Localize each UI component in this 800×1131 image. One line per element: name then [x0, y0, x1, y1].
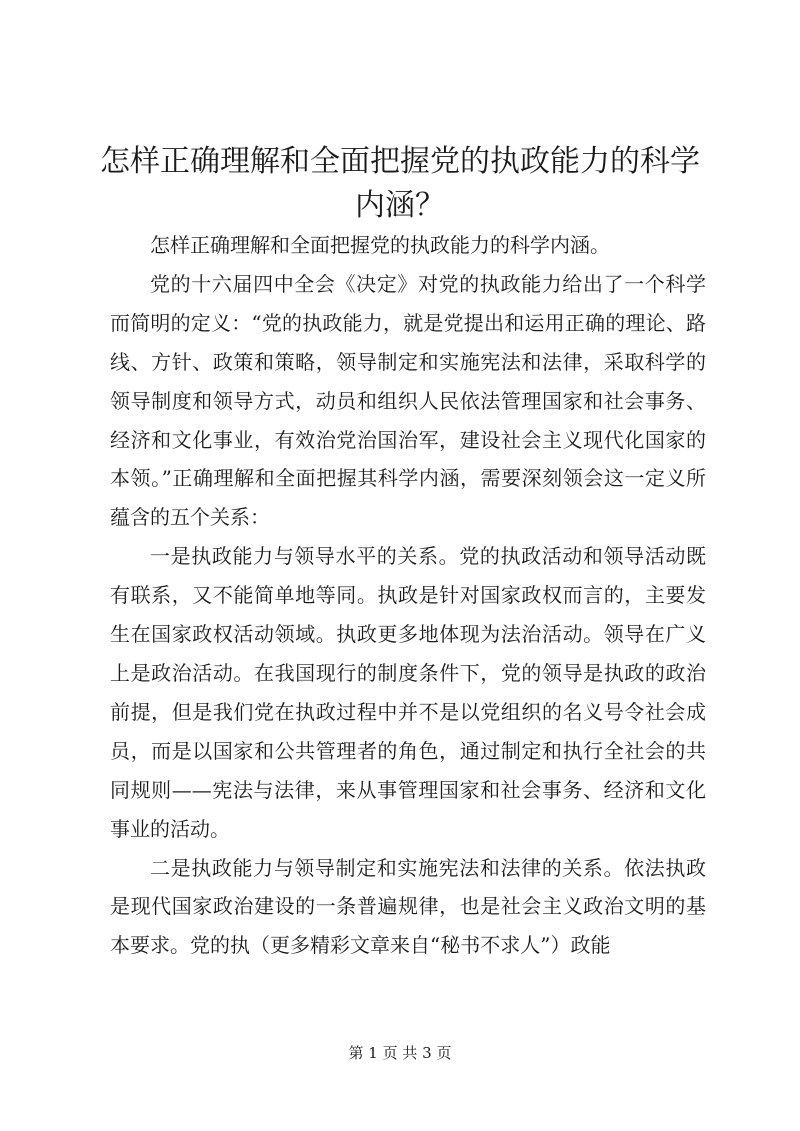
paragraph-intro: 怎样正确理解和全面把握党的执政能力的科学内涵。	[150, 233, 610, 257]
document-title: 怎样正确理解和全面把握党的执政能力的科学内涵？	[100, 144, 700, 223]
page-footer: 第 1 页 共 3 页	[348, 1044, 452, 1062]
paragraph-relation-one: 一是执政能力与领导水平的关系。党的执政活动和领导活动既有联系，又不能简单地等同。执政是针对国家政权而言的，主要发生在国家政权活动领域。执政更多地体现为法治活动。领导在广义上是政治活动。在我国现行的制度条件下，党的领导是执政的政治前提，但是我们党在执政过程中并不是以党组织的名义号令社会成员，而是以国家和公共管理者的角色，通过制定和执行全社会的共同规则——宪法与法律，来从事管理国家和社会事务、经济和文化事业的活动。	[110, 544, 706, 841]
document-body	[110, 226, 706, 965]
paragraph-relation-two: 二是执政能力与领导制定和实施宪法和法律的关系。依法执政是现代国家政治建设的一条普遍规律，也是社会主义政治文明的基本要求。党的执（更多精彩文章来自“秘书不求人”）政能	[110, 855, 706, 958]
paragraph-definition: 党的十六届四中全会《决定》对党的执政能力给出了一个科学而简明的定义：“党的执政能力，就是党提出和运用正确的理论、路线、方针、政策和策略，领导制定和实施宪法和法律，采取科学的领导制度和领导方式，动员和组织人民依法管理国家和社会事务、经济和文化事业，有效治党治国治军，建设社会主义现代化国家的本领。”正确理解和全面把握其科学内涵，需要深刻领会这一定义所蕴含的五个关系：	[110, 271, 706, 530]
